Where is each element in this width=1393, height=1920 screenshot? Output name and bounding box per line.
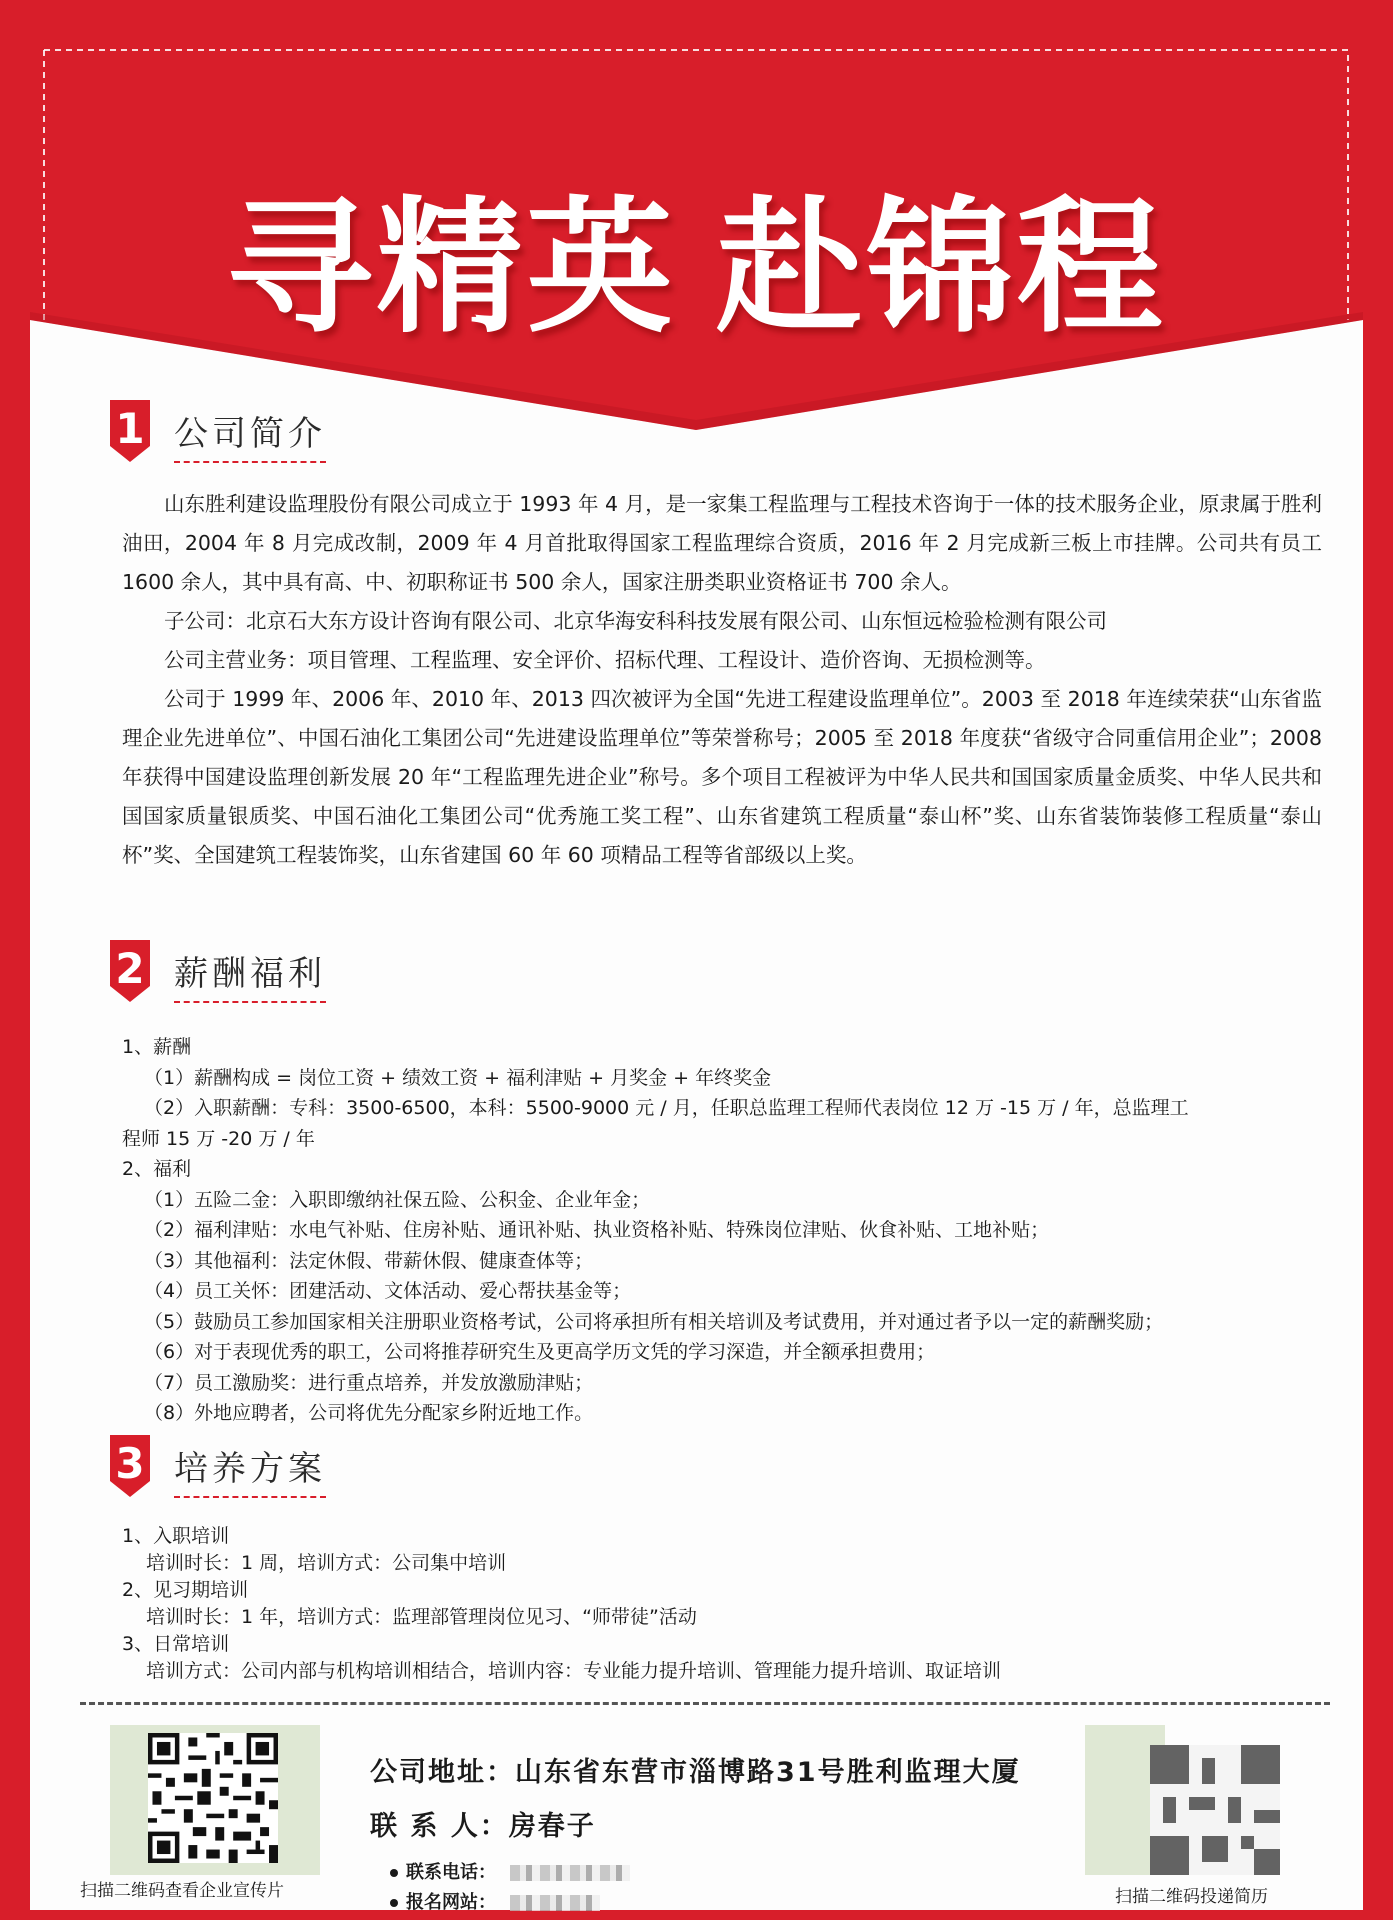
website-line: [390, 1888, 600, 1914]
bullet-icon: [390, 1869, 398, 1877]
address-value: 山东省东营市淄博路31号胜利监理大厦: [515, 1757, 1021, 1788]
site-label: 报名网站：: [406, 1892, 496, 1913]
section-2-title: 薪酬福利: [174, 946, 326, 1003]
benefit-item: （3）其他福利：法定休假、带薪休假、健康查体等；: [144, 1249, 594, 1272]
salary-heading: 1、薪酬: [122, 1036, 192, 1058]
headline-part2: 赴锦程: [716, 183, 1167, 353]
qr-left-caption: 扫描二维码查看企业宣传片: [80, 1881, 284, 1901]
salary-item: （2）入职薪酬：专科：3500-6500，本科：5500-9000 元 / 月，任职总监理工程师代表岗位 12 万 -15 万 / 年，总监理工: [144, 1097, 1189, 1119]
benefit-item: （7）员工激励奖：进行重点培养，并发放激励津贴；: [144, 1371, 594, 1394]
section-2-header: [80, 940, 380, 1010]
training-heading: 3、日常培训: [122, 1633, 230, 1655]
qr-code-left-icon[interactable]: [148, 1733, 278, 1863]
phone-redacted: [510, 1865, 630, 1881]
benefit-item: （5）鼓励员工参加国家相关注册职业资格考试，公司将承担所有相关培训及考试费用，并对通过者予以一定的薪酬奖励；: [144, 1310, 1164, 1333]
footer-divider: [80, 1702, 1330, 1705]
contact-label: 联 系 人：: [370, 1811, 509, 1842]
benefit-item: （4）员工关怀：团建活动、文体活动、爱心帮扶基金等；: [144, 1280, 632, 1302]
intro-paragraph-2: 子公司：北京石大东方设计咨询有限公司、北京华海安科科技发展有限公司、山东恒远检验检测有限公司: [164, 609, 1107, 633]
headline: [30, 150, 1363, 360]
salary-item-continued: 程师 15 万 -20 万 / 年: [122, 1127, 315, 1150]
header-banner: [30, 20, 1363, 440]
intro-paragraph-3: 公司主营业务：项目管理、工程监理、安全评价、招标代理、工程设计、造价咨询、无损检测等。: [164, 648, 1046, 672]
phone-label: 联系电话：: [406, 1862, 496, 1883]
benefits-heading: 2、福利: [122, 1158, 192, 1180]
training-plan: [122, 1523, 1322, 1685]
training-detail: 培训方式：公司内部与机构培训相结合，培训内容：专业能力提升培训、管理能力提升培训、取证培训: [146, 1660, 1002, 1682]
poster: [30, 20, 1363, 1913]
section-1-number: 1: [115, 404, 145, 453]
training-heading: 2、见习期培训: [122, 1579, 249, 1601]
section-1-title: 公司简介: [174, 406, 326, 463]
address-label: 公司地址：: [370, 1757, 515, 1788]
salary-item: （1）薪酬构成 = 岗位工资 + 绩效工资 + 福利津贴 + 月奖金 + 年终奖金: [144, 1066, 772, 1089]
section-1-header: [80, 400, 380, 470]
section-3-number: 3: [115, 1439, 145, 1488]
section-3-header: [80, 1435, 380, 1505]
qr-code-right-icon[interactable]: [1150, 1745, 1280, 1875]
company-intro: [122, 485, 1322, 875]
contact-value: 房春子: [508, 1811, 596, 1842]
benefit-item: （6）对于表现优秀的职工，公司将推荐研究生及更高学历文凭的学习深造，并全额承担费用；: [144, 1341, 936, 1363]
training-heading: 1、入职培训: [122, 1525, 230, 1547]
qr-right-caption: 扫描二维码投递简历: [1115, 1887, 1268, 1907]
salary-benefits: [122, 1032, 1322, 1429]
intro-paragraph-1: 山东胜利建设监理股份有限公司成立于 1993 年 4 月，是一家集工程监理与工程技术咨询于一体的技术服务企业，原隶属于胜利油田，2004 年 8 月完成改制，2009 年 4 月首批取得国家工程监理综合资质，2016 年 2 月完成新三板上市挂牌。公司共有员工 1600 余人，其中具有高、中、初职称证书 500 余人，国家注册类职业资格证书 700 余人。: [122, 492, 1322, 594]
headline-part1: 寻精英: [226, 183, 677, 353]
intro-paragraph-4: 公司于 1999 年、2006 年、2010 年、2013 四次被评为全国“先进工程建设监理单位”。2003 至 2018 年连续荣获“山东省监理企业先进单位”、中国石油化工集团公司“先进建设监理单位”等荣誉称号；2005 至 2018 年度获“省级守合同重信用企业”；2008 年获得中国建设监理创新发展 20 年“工程监理先进企业”称号。多个项目工程被评为中华人民共和国国家质量金质奖、中华人民共和国国家质量银质奖、中国石油化工集团公司“优秀施工奖工程”、山东省建筑工程质量“泰山杯”奖、山东省装饰装修工程质量“泰山杯”奖、全国建筑工程装饰奖，山东省建国 60 年 60 项精品工程等省部级以上奖。: [122, 687, 1322, 867]
contact-person: [370, 1804, 596, 1843]
site-redacted: [510, 1895, 600, 1911]
company-address: [370, 1750, 1021, 1789]
section-2-number: 2: [115, 944, 145, 993]
training-detail: 培训时长：1 周，培训方式：公司集中培训: [146, 1552, 507, 1574]
training-detail: 培训时长：1 年，培训方式：监理部管理岗位见习、“师带徒”活动: [146, 1606, 697, 1628]
bullet-icon: [390, 1899, 398, 1907]
benefit-item: （8）外地应聘者，公司将优先分配家乡附近地工作。: [144, 1402, 594, 1424]
benefit-item: （2）福利津贴：水电气补贴、住房补贴、通讯补贴、执业资格补贴、特殊岗位津贴、伙食补贴、工地补贴；: [144, 1219, 1050, 1241]
phone-line: [390, 1858, 630, 1884]
section-3-title: 培养方案: [174, 1441, 326, 1498]
benefit-item: （1）五险二金：入职即缴纳社保五险、公积金、企业年金；: [144, 1188, 651, 1211]
